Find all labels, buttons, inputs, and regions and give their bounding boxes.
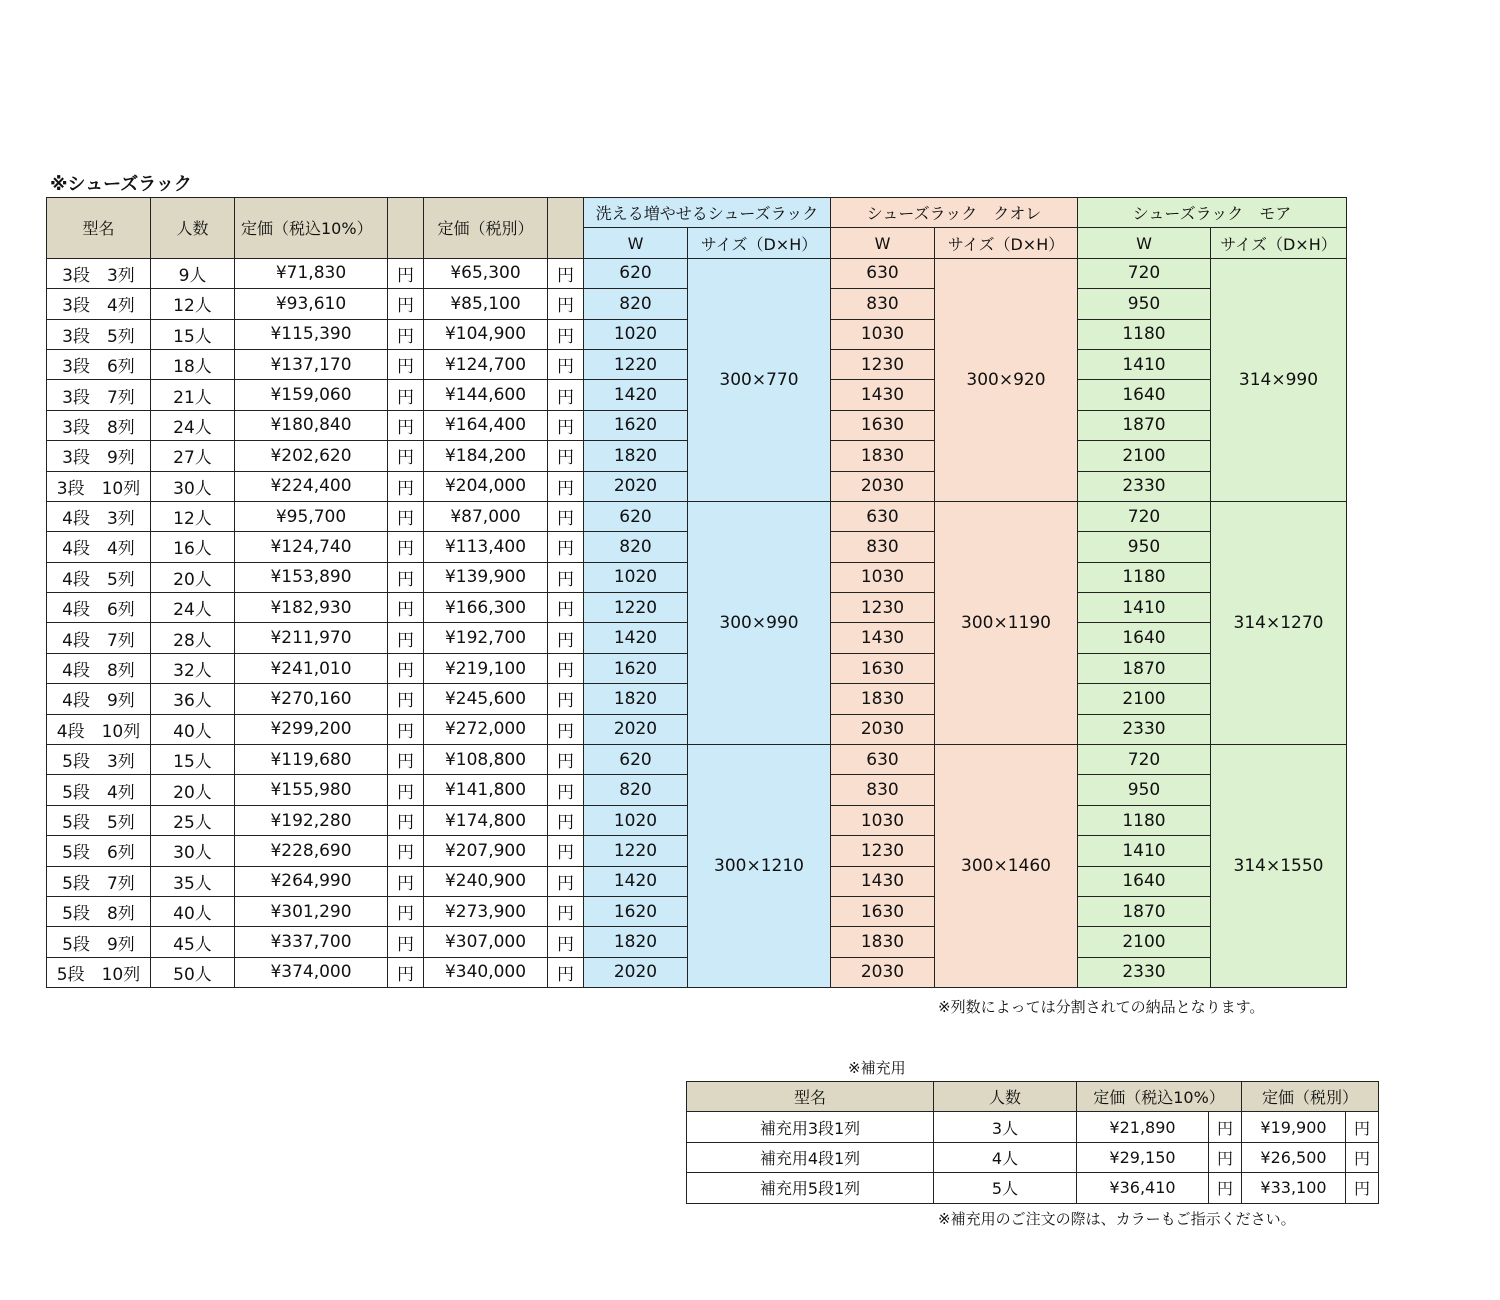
price-incl-cell: ¥192,280 [235, 805, 388, 835]
price-incl-cell: ¥155,980 [235, 775, 388, 805]
width-a-cell: 1420 [584, 623, 688, 653]
price-incl-cell: ¥337,700 [235, 927, 388, 957]
width-b-cell: 830 [831, 775, 935, 805]
shoe-rack-price-table [46, 197, 1347, 988]
size-b-cell: 300×1190 [935, 501, 1078, 744]
yen-unit: 円 [388, 957, 424, 987]
width-c-cell: 2330 [1078, 714, 1211, 744]
width-b-cell: 630 [831, 745, 935, 775]
people-cell: 32人 [151, 653, 235, 683]
yen-unit: 円 [388, 289, 424, 319]
size-a-cell: 300×990 [688, 501, 831, 744]
price-excl-cell: ¥184,200 [424, 441, 548, 471]
refill-people-cell: 3人 [934, 1112, 1077, 1142]
yen-unit: 円 [548, 623, 584, 653]
price-incl-cell: ¥159,060 [235, 380, 388, 410]
yen-unit: 円 [548, 896, 584, 926]
model-cell: 5段 9列 [47, 927, 151, 957]
width-c-cell: 1870 [1078, 410, 1211, 440]
width-b-cell: 1430 [831, 623, 935, 653]
yen-unit: 円 [1209, 1173, 1242, 1203]
model-cell: 3段 6列 [47, 349, 151, 379]
refill-price-excl-cell: ¥33,100 [1242, 1173, 1346, 1203]
people-cell: 30人 [151, 836, 235, 866]
people-cell: 21人 [151, 380, 235, 410]
width-c-cell: 720 [1078, 258, 1211, 288]
people-cell: 15人 [151, 745, 235, 775]
table-row [47, 745, 1347, 775]
width-a-cell: 1620 [584, 653, 688, 683]
width-b-cell: 1030 [831, 805, 935, 835]
model-cell: 3段 7列 [47, 380, 151, 410]
yen-unit: 円 [388, 380, 424, 410]
size-c-cell: 314×1550 [1211, 745, 1347, 988]
price-incl-cell: ¥270,160 [235, 684, 388, 714]
people-cell: 27人 [151, 441, 235, 471]
yen-unit: 円 [548, 501, 584, 531]
model-cell: 4段 4列 [47, 532, 151, 562]
yen-unit: 円 [388, 684, 424, 714]
width-a-cell: 2020 [584, 714, 688, 744]
width-c-cell: 2330 [1078, 471, 1211, 501]
model-cell: 4段 5列 [47, 562, 151, 592]
yen-unit: 円 [548, 380, 584, 410]
split-delivery-note: ※列数によっては分割されての納品となります。 [938, 998, 1265, 1016]
people-cell: 18人 [151, 349, 235, 379]
width-c-cell: 2100 [1078, 684, 1211, 714]
yen-unit: 円 [1346, 1173, 1379, 1203]
price-incl-cell: ¥374,000 [235, 957, 388, 987]
people-cell: 30人 [151, 471, 235, 501]
refill-header-price-excl: 定価（税別） [1242, 1082, 1379, 1112]
width-c-cell: 2100 [1078, 441, 1211, 471]
price-incl-cell: ¥115,390 [235, 319, 388, 349]
size-a-cell: 300×1210 [688, 745, 831, 988]
width-c-cell: 1870 [1078, 653, 1211, 683]
width-b-cell: 1030 [831, 562, 935, 592]
header-yen-blank-1 [388, 198, 424, 259]
yen-unit: 円 [388, 805, 424, 835]
yen-unit: 円 [388, 623, 424, 653]
refill-price-excl-cell: ¥26,500 [1242, 1142, 1346, 1172]
refill-header-row [687, 1082, 1379, 1112]
model-cell: 5段 7列 [47, 866, 151, 896]
price-excl-cell: ¥141,800 [424, 775, 548, 805]
people-cell: 36人 [151, 684, 235, 714]
price-incl-cell: ¥182,930 [235, 593, 388, 623]
width-a-cell: 1820 [584, 927, 688, 957]
model-cell: 4段 9列 [47, 684, 151, 714]
width-a-cell: 1820 [584, 684, 688, 714]
width-c-cell: 1640 [1078, 623, 1211, 653]
width-b-cell: 830 [831, 289, 935, 319]
model-cell: 3段 10列 [47, 471, 151, 501]
people-cell: 15人 [151, 319, 235, 349]
model-cell: 3段 9列 [47, 441, 151, 471]
yen-unit: 円 [548, 836, 584, 866]
model-cell: 4段 3列 [47, 501, 151, 531]
refill-people-cell: 5人 [934, 1173, 1077, 1203]
price-incl-cell: ¥180,840 [235, 410, 388, 440]
yen-unit: 円 [388, 410, 424, 440]
width-a-cell: 1620 [584, 410, 688, 440]
header-series-c: シューズラック モア [1078, 198, 1347, 228]
price-excl-cell: ¥113,400 [424, 532, 548, 562]
width-a-cell: 620 [584, 745, 688, 775]
width-a-cell: 820 [584, 532, 688, 562]
refill-price-table [686, 1081, 1379, 1204]
refill-model-cell: 補充用5段1列 [687, 1173, 934, 1203]
width-c-cell: 2100 [1078, 927, 1211, 957]
people-cell: 9人 [151, 258, 235, 288]
width-a-cell: 820 [584, 289, 688, 319]
width-a-cell: 1420 [584, 866, 688, 896]
width-a-cell: 1820 [584, 441, 688, 471]
yen-unit: 円 [548, 562, 584, 592]
yen-unit: 円 [388, 258, 424, 288]
width-c-cell: 1640 [1078, 380, 1211, 410]
header-size-b: サイズ（D×H） [935, 228, 1078, 258]
price-excl-cell: ¥273,900 [424, 896, 548, 926]
model-cell: 5段 8列 [47, 896, 151, 926]
table-row [687, 1173, 1379, 1203]
refill-price-incl-cell: ¥29,150 [1077, 1142, 1209, 1172]
width-a-cell: 620 [584, 501, 688, 531]
table-row [687, 1142, 1379, 1172]
width-a-cell: 820 [584, 775, 688, 805]
refill-price-incl-cell: ¥36,410 [1077, 1173, 1209, 1203]
width-b-cell: 1830 [831, 441, 935, 471]
width-c-cell: 2330 [1078, 957, 1211, 987]
header-size-c: サイズ（D×H） [1211, 228, 1347, 258]
price-excl-cell: ¥166,300 [424, 593, 548, 623]
yen-unit: 円 [388, 927, 424, 957]
width-c-cell: 1410 [1078, 593, 1211, 623]
model-cell: 3段 5列 [47, 319, 151, 349]
yen-unit: 円 [388, 775, 424, 805]
yen-unit: 円 [388, 349, 424, 379]
price-incl-cell: ¥301,290 [235, 896, 388, 926]
price-excl-cell: ¥219,100 [424, 653, 548, 683]
price-incl-cell: ¥228,690 [235, 836, 388, 866]
width-c-cell: 1180 [1078, 562, 1211, 592]
price-excl-cell: ¥307,000 [424, 927, 548, 957]
model-cell: 5段 5列 [47, 805, 151, 835]
header-w-c: W [1078, 228, 1211, 258]
yen-unit: 円 [388, 532, 424, 562]
model-cell: 5段 10列 [47, 957, 151, 987]
yen-unit: 円 [548, 319, 584, 349]
table-row [47, 501, 1347, 531]
size-b-cell: 300×1460 [935, 745, 1078, 988]
price-incl-cell: ¥124,740 [235, 532, 388, 562]
refill-price-excl-cell: ¥19,900 [1242, 1112, 1346, 1142]
width-a-cell: 1020 [584, 562, 688, 592]
price-incl-cell: ¥93,610 [235, 289, 388, 319]
refill-model-cell: 補充用3段1列 [687, 1112, 934, 1142]
header-people: 人数 [151, 198, 235, 259]
people-cell: 24人 [151, 593, 235, 623]
refill-price-incl-cell: ¥21,890 [1077, 1112, 1209, 1142]
price-incl-cell: ¥224,400 [235, 471, 388, 501]
width-a-cell: 1020 [584, 805, 688, 835]
model-cell: 4段 7列 [47, 623, 151, 653]
yen-unit: 円 [1209, 1112, 1242, 1142]
price-excl-cell: ¥139,900 [424, 562, 548, 592]
people-cell: 24人 [151, 410, 235, 440]
width-b-cell: 2030 [831, 471, 935, 501]
people-cell: 12人 [151, 501, 235, 531]
price-excl-cell: ¥164,400 [424, 410, 548, 440]
price-incl-cell: ¥241,010 [235, 653, 388, 683]
yen-unit: 円 [388, 471, 424, 501]
yen-unit: 円 [1209, 1142, 1242, 1172]
model-cell: 3段 8列 [47, 410, 151, 440]
model-cell: 5段 6列 [47, 836, 151, 866]
price-incl-cell: ¥137,170 [235, 349, 388, 379]
price-excl-cell: ¥124,700 [424, 349, 548, 379]
header-w-b: W [831, 228, 935, 258]
model-cell: 3段 4列 [47, 289, 151, 319]
yen-unit: 円 [388, 319, 424, 349]
model-cell: 5段 4列 [47, 775, 151, 805]
price-excl-cell: ¥87,000 [424, 501, 548, 531]
yen-unit: 円 [548, 714, 584, 744]
model-cell: 4段 10列 [47, 714, 151, 744]
header-w-a: W [584, 228, 688, 258]
width-b-cell: 1230 [831, 836, 935, 866]
refill-title: ※補充用 [848, 1059, 906, 1077]
size-a-cell: 300×770 [688, 258, 831, 501]
width-c-cell: 1180 [1078, 319, 1211, 349]
width-a-cell: 1020 [584, 319, 688, 349]
price-incl-cell: ¥202,620 [235, 441, 388, 471]
yen-unit: 円 [388, 866, 424, 896]
yen-unit: 円 [548, 684, 584, 714]
price-excl-cell: ¥207,900 [424, 836, 548, 866]
price-excl-cell: ¥104,900 [424, 319, 548, 349]
price-incl-cell: ¥299,200 [235, 714, 388, 744]
width-a-cell: 620 [584, 258, 688, 288]
yen-unit: 円 [548, 775, 584, 805]
width-b-cell: 1030 [831, 319, 935, 349]
width-b-cell: 2030 [831, 957, 935, 987]
price-incl-cell: ¥71,830 [235, 258, 388, 288]
price-incl-cell: ¥153,890 [235, 562, 388, 592]
price-excl-cell: ¥65,300 [424, 258, 548, 288]
refill-header-model: 型名 [687, 1082, 934, 1112]
people-cell: 35人 [151, 866, 235, 896]
width-c-cell: 720 [1078, 745, 1211, 775]
header-price-incl: 定価（税込10%） [235, 198, 388, 259]
yen-unit: 円 [388, 653, 424, 683]
people-cell: 40人 [151, 714, 235, 744]
people-cell: 20人 [151, 562, 235, 592]
header-series-b: シューズラック クオレ [831, 198, 1078, 228]
yen-unit: 円 [1346, 1112, 1379, 1142]
width-c-cell: 950 [1078, 775, 1211, 805]
price-excl-cell: ¥204,000 [424, 471, 548, 501]
yen-unit: 円 [548, 927, 584, 957]
width-c-cell: 950 [1078, 289, 1211, 319]
price-excl-cell: ¥240,900 [424, 866, 548, 896]
yen-unit: 円 [388, 441, 424, 471]
price-excl-cell: ¥245,600 [424, 684, 548, 714]
model-cell: 4段 8列 [47, 653, 151, 683]
price-incl-cell: ¥119,680 [235, 745, 388, 775]
people-cell: 12人 [151, 289, 235, 319]
people-cell: 16人 [151, 532, 235, 562]
people-cell: 50人 [151, 957, 235, 987]
header-price-excl: 定価（税別） [424, 198, 548, 259]
width-a-cell: 1220 [584, 593, 688, 623]
header-row-1 [47, 198, 1347, 228]
width-b-cell: 2030 [831, 714, 935, 744]
yen-unit: 円 [548, 805, 584, 835]
width-b-cell: 630 [831, 258, 935, 288]
width-a-cell: 1620 [584, 896, 688, 926]
yen-unit: 円 [388, 501, 424, 531]
width-a-cell: 1220 [584, 349, 688, 379]
width-b-cell: 1430 [831, 866, 935, 896]
yen-unit: 円 [548, 289, 584, 319]
yen-unit: 円 [388, 896, 424, 926]
yen-unit: 円 [548, 593, 584, 623]
yen-unit: 円 [548, 441, 584, 471]
size-c-cell: 314×1270 [1211, 501, 1347, 744]
yen-unit: 円 [1346, 1142, 1379, 1172]
width-c-cell: 950 [1078, 532, 1211, 562]
yen-unit: 円 [548, 258, 584, 288]
people-cell: 25人 [151, 805, 235, 835]
people-cell: 28人 [151, 623, 235, 653]
price-excl-cell: ¥192,700 [424, 623, 548, 653]
header-series-a: 洗える増やせるシューズラック [584, 198, 831, 228]
people-cell: 45人 [151, 927, 235, 957]
price-excl-cell: ¥108,800 [424, 745, 548, 775]
width-c-cell: 1640 [1078, 866, 1211, 896]
people-cell: 40人 [151, 896, 235, 926]
yen-unit: 円 [548, 866, 584, 896]
yen-unit: 円 [548, 653, 584, 683]
size-c-cell: 314×990 [1211, 258, 1347, 501]
width-b-cell: 830 [831, 532, 935, 562]
price-excl-cell: ¥144,600 [424, 380, 548, 410]
yen-unit: 円 [548, 410, 584, 440]
refill-model-cell: 補充用4段1列 [687, 1142, 934, 1172]
price-incl-cell: ¥264,990 [235, 866, 388, 896]
width-a-cell: 2020 [584, 471, 688, 501]
model-cell: 5段 3列 [47, 745, 151, 775]
yen-unit: 円 [388, 745, 424, 775]
page-title: ※シューズラック [50, 174, 192, 195]
yen-unit: 円 [548, 957, 584, 987]
yen-unit: 円 [388, 714, 424, 744]
width-b-cell: 1630 [831, 896, 935, 926]
width-c-cell: 1410 [1078, 836, 1211, 866]
width-b-cell: 1230 [831, 593, 935, 623]
width-a-cell: 1220 [584, 836, 688, 866]
width-c-cell: 1870 [1078, 896, 1211, 926]
width-b-cell: 1630 [831, 653, 935, 683]
width-b-cell: 1430 [831, 380, 935, 410]
people-cell: 20人 [151, 775, 235, 805]
width-c-cell: 1180 [1078, 805, 1211, 835]
price-excl-cell: ¥85,100 [424, 289, 548, 319]
yen-unit: 円 [388, 562, 424, 592]
price-excl-cell: ¥272,000 [424, 714, 548, 744]
size-b-cell: 300×920 [935, 258, 1078, 501]
table-row [47, 258, 1347, 288]
refill-people-cell: 4人 [934, 1142, 1077, 1172]
width-b-cell: 630 [831, 501, 935, 531]
refill-color-note: ※補充用のご注文の際は、カラーもご指示ください。 [938, 1210, 1296, 1228]
header-yen-blank-2 [548, 198, 584, 259]
width-c-cell: 1410 [1078, 349, 1211, 379]
price-excl-cell: ¥340,000 [424, 957, 548, 987]
refill-header-people: 人数 [934, 1082, 1077, 1112]
table-row [687, 1112, 1379, 1142]
width-b-cell: 1830 [831, 684, 935, 714]
width-a-cell: 1420 [584, 380, 688, 410]
width-c-cell: 720 [1078, 501, 1211, 531]
yen-unit: 円 [548, 471, 584, 501]
yen-unit: 円 [388, 836, 424, 866]
model-cell: 4段 6列 [47, 593, 151, 623]
model-cell: 3段 3列 [47, 258, 151, 288]
price-incl-cell: ¥211,970 [235, 623, 388, 653]
yen-unit: 円 [388, 593, 424, 623]
header-size-a: サイズ（D×H） [688, 228, 831, 258]
yen-unit: 円 [548, 745, 584, 775]
price-incl-cell: ¥95,700 [235, 501, 388, 531]
yen-unit: 円 [548, 532, 584, 562]
yen-unit: 円 [548, 349, 584, 379]
header-model: 型名 [47, 198, 151, 259]
width-b-cell: 1230 [831, 349, 935, 379]
refill-header-price-incl: 定価（税込10%） [1077, 1082, 1242, 1112]
price-excl-cell: ¥174,800 [424, 805, 548, 835]
width-b-cell: 1630 [831, 410, 935, 440]
width-a-cell: 2020 [584, 957, 688, 987]
width-b-cell: 1830 [831, 927, 935, 957]
